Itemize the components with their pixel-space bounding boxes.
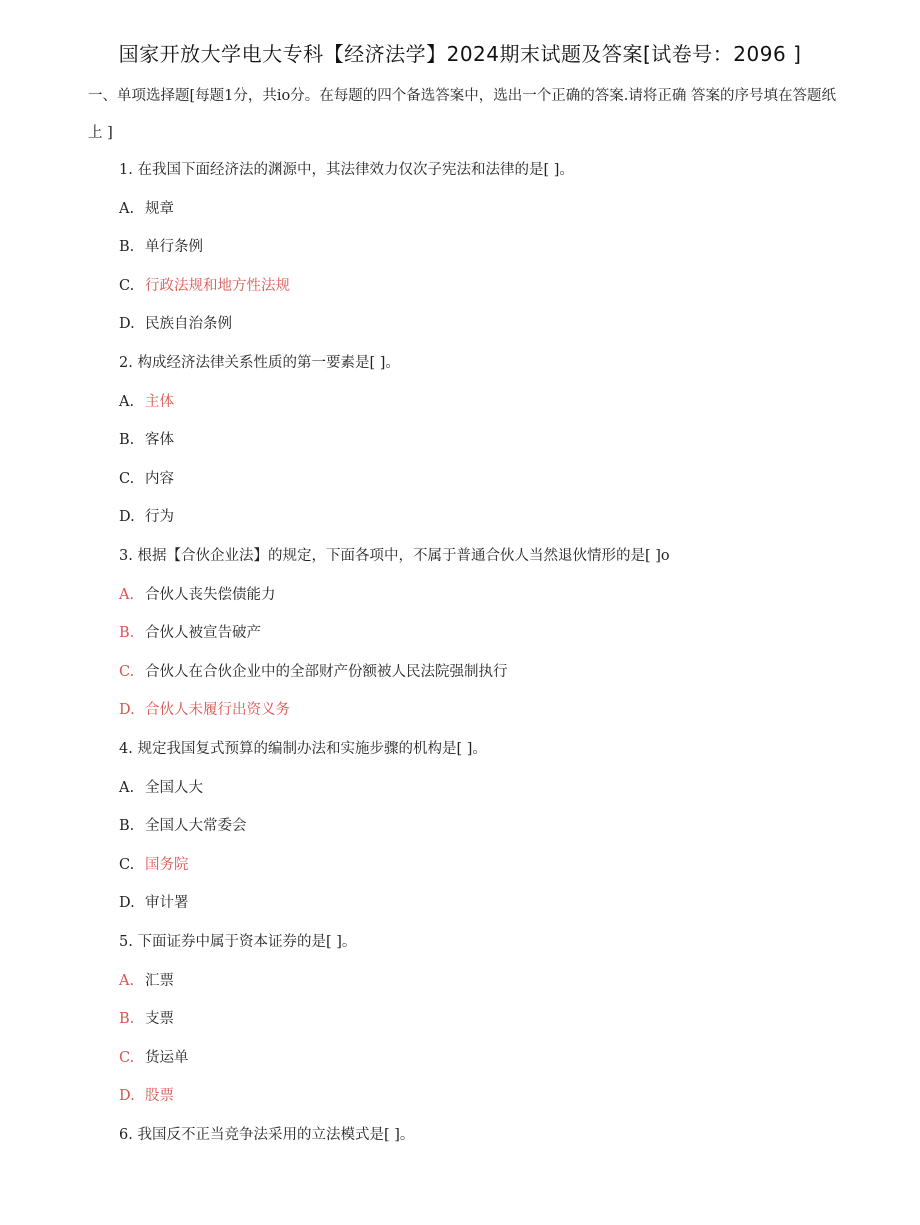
section-intro: 一、单项选择题[每题1分，共io分。在每题的四个备选答案中，选出一个正确的答案.请将正确 答案的序号填在答题纸上 ] [88,88,836,141]
option-text: 行为 [145,509,174,526]
option-label: C. [119,277,135,294]
option-text: 单行条例 [145,239,203,256]
question-stem: 3. 根据【合伙企业法】的规定，下面各项中，不属于普通合伙人当然退伙情形的是[ ]o [119,548,670,564]
option-label: C. [119,663,135,680]
answer-option [119,1009,174,1029]
option-text: 合伙人丧失偿债能力 [145,586,276,603]
option-text: 审计署 [145,895,189,912]
question-stem: 4. 规定我国复式预算的编制办法和实施步骤的机构是[ ]。 [119,741,487,757]
answer-option [119,778,203,798]
option-text: 内容 [145,470,174,487]
answer-option [119,971,174,991]
question-stem: 5. 下面证券中属于资本证券的是[ ]。 [119,934,357,950]
question-stem: 6. 我国反不正当竞争法采用的立法模式是[ ]。 [119,1127,415,1143]
answer-option [119,855,189,875]
option-text: 国务院 [145,856,189,873]
option-text: 汇票 [145,972,174,989]
option-label: A. [119,972,135,989]
option-text: 客体 [145,432,174,449]
answer-option [119,430,174,450]
option-label: C. [119,470,135,487]
option-label: B. [119,1011,135,1028]
page-title: 国家开放大学电大专科【经济法学】2024期末试题及答案[试卷号：2096 ] [118,42,802,66]
option-label: B. [119,625,135,642]
option-label: B. [119,432,135,449]
answer-option [119,816,247,836]
answer-option [119,893,189,913]
answer-option [119,662,508,682]
option-label: D. [119,1088,135,1105]
option-text: 全国人大常委会 [145,818,247,835]
option-text: 民族自治条例 [145,316,232,333]
option-text: 行政法规和地方性法规 [145,277,290,294]
answer-option [119,276,290,296]
option-text: 货运单 [145,1049,189,1066]
option-text: 主体 [145,393,174,410]
option-label: A. [119,393,135,410]
option-label: A. [119,586,135,603]
option-label: C. [119,1049,135,1066]
answer-option [119,392,174,412]
option-text: 股票 [145,1088,174,1105]
question-stem: 2. 构成经济法律关系性质的第一要素是[ ]。 [119,355,400,371]
option-text: 规章 [145,200,174,217]
answer-option [119,623,261,643]
answer-option [119,237,203,257]
option-label: D. [119,702,135,719]
option-label: B. [119,818,135,835]
option-label: D. [119,895,135,912]
option-label: D. [119,509,135,526]
answer-option [119,199,174,219]
option-text: 支票 [145,1011,174,1028]
answer-option [119,1048,189,1068]
answer-option [119,469,174,489]
question-stem: 1. 在我国下面经济法的渊源中，其法律效力仅次子宪法和法律的是[ ]。 [119,162,574,178]
option-label: A. [119,779,135,796]
option-label: A. [119,200,135,217]
option-text: 全国人大 [145,779,203,796]
option-label: B. [119,239,135,256]
option-label: D. [119,316,135,333]
answer-option [119,507,174,527]
answer-option [119,700,290,720]
option-text: 合伙人在合伙企业中的全部财产份额被人民法院强制执行 [145,663,508,680]
answer-option [119,314,232,334]
option-text: 合伙人被宣告破产 [145,625,261,642]
option-label: C. [119,856,135,873]
answer-option [119,585,276,605]
option-text: 合伙人未履行出资义务 [145,702,290,719]
answer-option [119,1086,174,1106]
